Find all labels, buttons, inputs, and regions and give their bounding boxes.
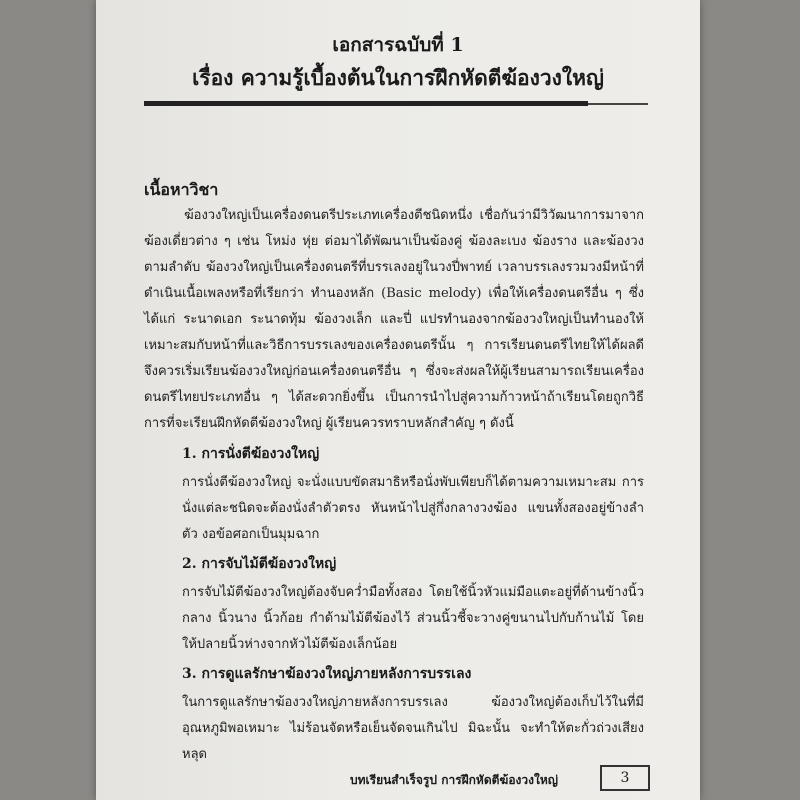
topic-body-sitting: การนั่งตีฆ้องวงใหญ่ จะนั่งแบบขัดสมาธิหรือนั่งพับเพียบก็ได้ตามความเหมาะสม การนั่งแต่ละชนิดจะต้องนั่งลำตัวตรง หันหน้าไปสู่กึ่งกลางวงฆ้อง แขนทั้งสองอยู่ข้างลำตัว งอข้อศอกเป็นมุมฉาก bbox=[182, 475, 644, 542]
title-underline-tail bbox=[588, 103, 648, 105]
title-underline bbox=[144, 101, 588, 106]
page-footer: บทเรียนสำเร็จรูป การฝึกหัดตีฆ้องวงใหญ่ bbox=[350, 773, 558, 787]
topic-heading-sitting: 1. การนั่งตีฆ้องวงใหญ่ bbox=[182, 446, 320, 462]
topic-heading-care: 3. การดูแลรักษาฆ้องวงใหญ่ภายหลังการบรรเลง bbox=[182, 666, 472, 682]
intro-paragraph: ฆ้องวงใหญ่เป็นเครื่องดนตรีประเภทเครื่องตีชนิดหนึ่ง เชื่อกันว่ามีวิวัฒนาการมาจากฆ้องเดี่ยวต่าง ๆ เช่น โหม่ง หุ่ย ต่อมาได้พัฒนาเป็นฆ้องคู่ ฆ้องละเบง ฆ้องราง และฆ้องวงตามลำดับ ฆ้องวงใหญ่เป็นเครื่องดนตรีที่บรรเลงอยู่ในวงปี่พาทย์ เวลาบรรเลงรวมวงมีหน้าที่ดำเนินเนื้อเพลงหรือที่เรียกว่า ทำนองหลัก (Basic melody) เพื่อให้เครื่องดนตรีอื่น ๆ ซึ่งได้แก่ ระนาดเอก ระนาดทุ้ม ฆ้องวงเล็ก และปี่ แปรทำนองจากฆ้องวงใหญ่เป็นทำนองให้เหมาะสมกับหน้าที่และวิธีการบรรเลงของเครื่องดนตรีนั้น ๆ การเรียนดนตรีไทยให้ได้ผลดี จึงควรเริ่มเรียนฆ้องวงใหญ่ก่อนเครื่องดนตรีอื่น ๆ ซึ่งจะส่งผลให้ผู้เรียนสามารถเรียนเครื่องดนตรีไทยประเภทอื่น ๆ ได้สะดวกยิ่งขึ้น เป็นการนำไปสู่ความก้าวหน้าถ้าเรียนโดยถูกวิธี การที่จะเรียนฝึกหัดตีฆ้องวงใหญ่ ผู้เรียนควรทราบหลักสำคัญ ๆ ดังนี้ bbox=[144, 208, 644, 431]
topic-body-holding-mallets: การจับไม้ตีฆ้องวงใหญ่ต้องจับคว่ำมือทั้งสอง โดยใช้นิ้วหัวแม่มือแตะอยู่ที่ด้านข้างนิ้วกลาง นิ้วนาง นิ้วก้อย กำด้ามไม้ตีฆ้องไว้ ส่วนนิ้วชี้จะวางคู่ขนานไปกับก้านไม้ โดยให้ปลายนิ้วห่างจากหัวไม้ตีฆ้องเล็กน้อย bbox=[182, 585, 644, 652]
document-title: เอกสารฉบับที่ 1 bbox=[332, 34, 464, 56]
page-number: 3 bbox=[600, 765, 650, 791]
topic-body-care: ในการดูแลรักษาฆ้องวงใหญ่ภายหลังการบรรเลง ฆ้องวงใหญ่ต้องเก็บไว้ในที่มีอุณหภูมิพอเหมาะ ไม่ร้อนจัดหรือเย็นจัดจนเกินไป มิฉะนั้น จะทำให้ตะกั่วถ่วงเสียงหลุด bbox=[182, 695, 644, 762]
document-subtitle: เรื่อง ความรู้เบื้องต้นในการฝึกหัดตีฆ้องวงใหญ่ bbox=[192, 65, 604, 90]
section-heading: เนื้อหาวิชา bbox=[144, 180, 219, 199]
topic-heading-holding-mallets: 2. การจับไม้ตีฆ้องวงใหญ่ bbox=[182, 556, 337, 572]
document-page bbox=[96, 0, 700, 800]
